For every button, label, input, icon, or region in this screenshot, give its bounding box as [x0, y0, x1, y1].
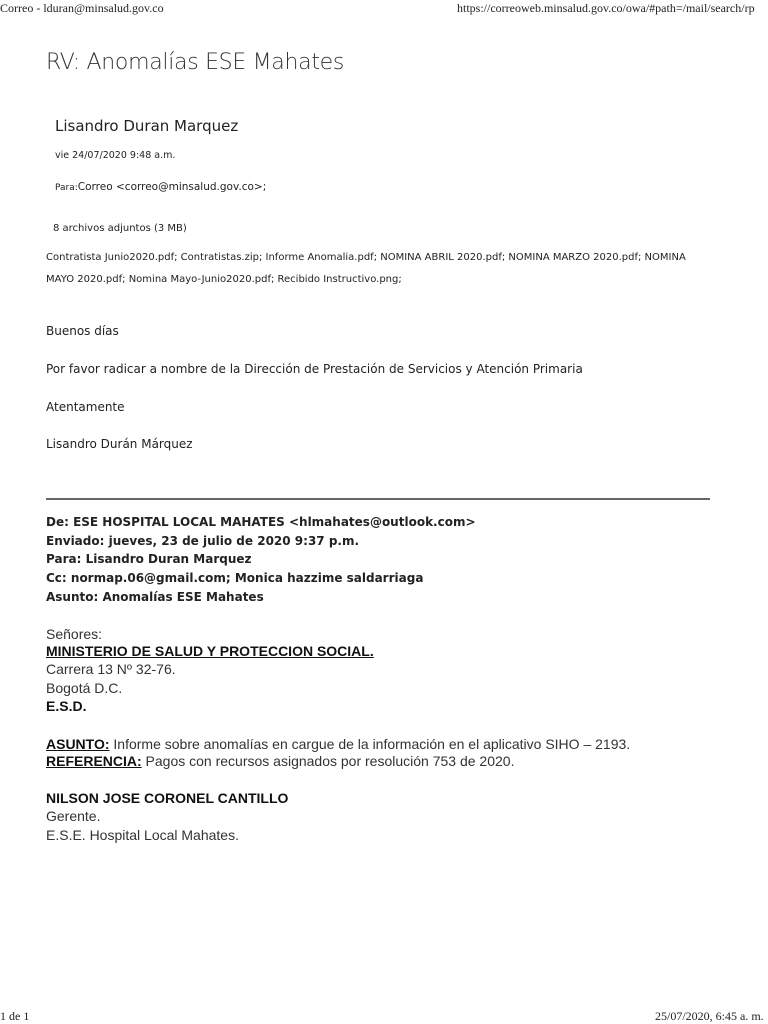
attachments-list[interactable]: Contratista Junio2020.pdf; Contratistas.zip; Informe Anomalia.pdf; NOMINA ABRIL 2020.pdf; NOMINA MARZO 2020.pdf; NOMINA MAYO 2020.pdf; Nomina Mayo-Junio2020.pdf; Recibido Instructivo.png;	[46, 252, 686, 285]
print-header-url: https://correoweb.minsalud.gov.co/owa/#path=/mail/search/rp	[457, 1, 755, 15]
attachments-count[interactable]: 8 archivos adjuntos (3 MB)	[53, 223, 187, 234]
email-recipients	[55, 181, 266, 193]
asunto-text: Informe sobre anomalías en cargue de la información en el aplicativo SIHO – 2193.	[109, 736, 631, 752]
body-closing: Atentamente	[46, 400, 125, 414]
print-footer-page: 1 de 1	[0, 1009, 30, 1023]
to-address[interactable]: Correo <correo@minsalud.gov.co>;	[77, 181, 267, 193]
forwarded-subject: Asunto: Anomalías ESE Mahates	[46, 590, 264, 604]
referencia-label: REFERENCIA:	[46, 753, 142, 769]
forward-divider	[46, 498, 710, 500]
referencia-text: Pagos con recursos asignados por resolución 753 de 2020.	[141, 753, 515, 769]
letter-salutation: Señores:	[46, 626, 103, 642]
letter-signer-title: Gerente.	[46, 808, 101, 824]
letter-city: Bogotá D.C.	[46, 680, 123, 696]
forwarded-cc: Cc: normap.06@gmail.com; Monica hazzime saldarriaga	[46, 571, 424, 585]
asunto-label: ASUNTO:	[46, 736, 110, 752]
letter-address: Carrera 13 Nº 32-76.	[46, 661, 176, 677]
print-footer-datetime: 25/07/2020, 6:45 a. m.	[655, 1009, 764, 1023]
letter-signer-name: NILSON JOSE CORONEL CANTILLO	[46, 790, 289, 806]
email-subject: RV: Anomalías ESE Mahates	[46, 50, 345, 75]
email-date: vie 24/07/2020 9:48 a.m.	[55, 150, 176, 161]
letter-asunto	[46, 736, 630, 752]
body-request: Por favor radicar a nombre de la Dirección de Prestación de Servicios y Atención Primaria	[46, 362, 583, 376]
letter-recipient-org: MINISTERIO DE SALUD Y PROTECCION SOCIAL.	[46, 643, 374, 659]
email-sender[interactable]: Lisandro Duran Marquez	[55, 117, 239, 135]
body-greeting: Buenos días	[46, 324, 119, 338]
to-label: Para:	[55, 183, 78, 193]
forwarded-to: Para: Lisandro Duran Marquez	[46, 552, 252, 566]
letter-referencia	[46, 753, 514, 769]
print-header-title: Correo - lduran@minsalud.gov.co	[0, 1, 164, 15]
forwarded-from: De: ESE HOSPITAL LOCAL MAHATES <hlmahates@outlook.com>	[46, 515, 476, 529]
body-signature: Lisandro Durán Márquez	[46, 437, 193, 451]
letter-signer-org: E.S.E. Hospital Local Mahates.	[46, 827, 239, 843]
forwarded-sent: Enviado: jueves, 23 de julio de 2020 9:37 p.m.	[46, 534, 360, 548]
letter-esd: E.S.D.	[46, 698, 87, 714]
